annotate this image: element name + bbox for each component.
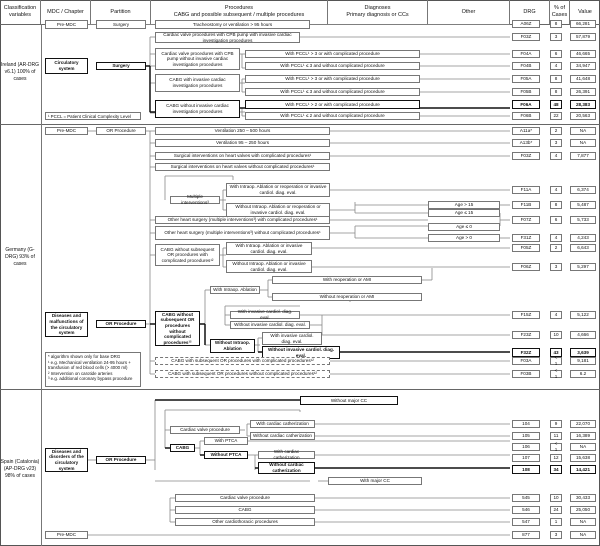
header-value: Value: [578, 8, 592, 15]
drg-code: F05Z: [512, 244, 540, 252]
drg-code: F06Z: [512, 263, 540, 271]
value-cell: 6.2: [570, 370, 596, 378]
value-cell: 5,297: [570, 263, 596, 271]
pct-cases: 24: [550, 506, 562, 514]
germany-or-procedure: OR Procedure: [96, 320, 146, 328]
procedure-box: Cardiac valve procedure: [170, 426, 240, 434]
pct-cases: 8: [550, 75, 562, 83]
pct-cases: 43: [550, 348, 562, 357]
drg-code: F06B: [512, 112, 540, 120]
procedure-box: Surgical interventions on heart valves without complicated procedures¹: [155, 163, 330, 171]
value-cell: 25,050: [570, 506, 596, 514]
region-label-ireland: Ireland (AR-DRG v6.1) 100% of cases: [0, 62, 40, 82]
value-cell: NA: [570, 518, 596, 526]
value-cell: 9,181: [570, 357, 596, 365]
ireland-surgery: Surgery: [96, 62, 146, 70]
pct-cases: 3: [550, 139, 562, 147]
drg-code: F03A: [512, 357, 540, 365]
ireland-premdc: Pre-MDC: [45, 20, 88, 29]
value-cell: NA: [570, 127, 596, 135]
procedure-box: With reoperation or AMI: [272, 276, 422, 284]
pct-cases: 1: [550, 518, 562, 526]
procedure-box: Other heart surgery (multiple interventions³) with complicated procedures¹: [155, 216, 330, 224]
diagnosis-box: With PCCL¹ ≤ 3 and without complicated procedure: [245, 88, 420, 96]
pct-cases: 22: [550, 112, 562, 120]
drg-code: F15Z: [512, 311, 540, 319]
drg-code: 104: [512, 420, 540, 428]
procedure-box: CABG with subsequent OR procedures without complicated procedures¹²: [155, 370, 330, 378]
ireland-footnote: ¹ PCCL = Patient Clinical Complexity Level: [45, 112, 141, 120]
header-partition: Partition: [91, 0, 151, 24]
drg-code: F11B: [512, 201, 540, 209]
procedure-box: Ventilation 95 – 250 hours: [155, 139, 330, 147]
diagnosis-box: With PCCL¹ > 2 or with complicated procedure: [245, 100, 420, 109]
pct-cases: 6: [550, 216, 562, 224]
value-cell: NA: [570, 443, 596, 451]
drg-code: F05B: [512, 88, 540, 96]
spain-premdc: Pre-MDC: [45, 531, 88, 539]
procedure-box: Multiple interventions³: [170, 196, 220, 204]
drg-code: A06Z: [512, 20, 540, 28]
procedure-box: Other heart surgery (multiple interventions³) without complicated procedures¹: [155, 226, 330, 240]
value-cell: 46,665: [570, 50, 596, 58]
header-mdc: MDC / Chapter: [41, 0, 91, 24]
header-pct: % of Cases: [550, 0, 570, 24]
ireland-surgery-premdc: Surgery: [96, 20, 146, 29]
spain-diseases-circulatory: Diseases and disorders of the circulatory system: [45, 448, 88, 472]
pct-cases: 4: [550, 186, 562, 194]
value-cell: 22,070: [570, 420, 596, 428]
pct-cases: < 1: [550, 357, 562, 365]
drg-code: 546: [512, 506, 540, 514]
without-major-cc-box: Without major CC: [300, 396, 398, 405]
value-cell: 5,122: [570, 311, 596, 319]
value-cell: 6,643: [570, 244, 596, 252]
germany-premdc: Pre-MDC: [45, 127, 88, 135]
drg-code: 545: [512, 494, 540, 502]
procedure-box: Without reoperation or AMI: [272, 293, 422, 301]
header-procedures: Procedures CABG and possible subsequent / multiple procedures: [151, 0, 328, 24]
pct-cases: 4: [550, 311, 562, 319]
drg-code: A13b*: [512, 139, 540, 147]
drg-code: F23Z: [512, 331, 540, 339]
drg-code: F03B: [512, 370, 540, 378]
procedure-box: Cardiac valve procedure: [175, 494, 315, 502]
ireland-circulatory-system: Circulatory system: [45, 58, 88, 74]
value-cell: 34,947: [570, 62, 596, 70]
drg-code: F11A: [512, 186, 540, 194]
value-cell: 16,389: [570, 432, 596, 440]
procedure-box: With invasive cardiol. diag. eval.: [230, 311, 300, 319]
procedure-box: Without cardiac catherization: [258, 462, 315, 474]
procedure-box: With invasive cardiol. diag. eval.: [262, 332, 322, 345]
procedure-box: With Intraop. Ablation or reoperation or invasive cardiol. diag. eval.: [226, 183, 330, 197]
value-cell: 66,281: [570, 20, 596, 28]
value-cell: NA: [570, 531, 596, 539]
drg-code: 107: [512, 454, 540, 462]
drg-code: 105: [512, 432, 540, 440]
pct-cases: 11: [550, 432, 562, 440]
germany-footnotes: [45, 352, 141, 387]
germany-or-procedure-premdc: OR Procedure: [96, 127, 146, 135]
drg-code: F06A: [512, 100, 540, 109]
procedure-box: Surgical interventions on heart valves with complicated procedures¹: [155, 152, 330, 160]
germany-diseases-circulatory: Diseases and malfunctions of the circulatory system: [45, 312, 88, 337]
drg-code: F31Z: [512, 234, 540, 242]
pct-cases: 4: [550, 152, 562, 160]
footnote-line: * algorithm shown only for base DRG: [48, 354, 121, 359]
procedure-box: CABG: [175, 506, 315, 514]
pct-cases: 8: [550, 88, 562, 96]
value-cell: 14,421: [570, 465, 596, 474]
procedure-box: Without Intraop. Ablation: [210, 339, 255, 353]
drg-code: F03Z: [512, 152, 540, 160]
value-cell: 5,733: [570, 216, 596, 224]
value-cell: 30,433: [570, 494, 596, 502]
procedure-box: Without invasive cardiol. diag. eval.: [262, 346, 340, 359]
diagnosis-box: With PCCL¹ > 3 or with complicated procedure: [245, 50, 420, 58]
procedure-box: CABG without subsequent OR procedures with complicated procedures¹²: [155, 244, 220, 266]
with-major-cc-box: With major CC: [328, 477, 422, 485]
procedure-box: Without PTCA: [204, 451, 248, 459]
procedure-box: With PTCA: [204, 437, 248, 445]
value-cell: 26,391: [570, 88, 596, 96]
procedure-box: With cardiac catherization: [258, 451, 315, 459]
footnote-line: ³ e.g. additional coronary bypass procedure: [48, 376, 133, 382]
procedure-box: With Intraop. Ablation or invasive cardiol. diag. eval.: [226, 242, 312, 255]
drg-code: A11a*: [512, 127, 540, 135]
procedure-box: Other cardiothoracic procedures: [175, 518, 315, 526]
procedure-box: CABG without invasive cardiac investigation procedures: [155, 100, 240, 118]
value-cell: 6,374: [570, 186, 596, 194]
pct-cases: 8: [550, 20, 562, 28]
diagnosis-box: With PCCL¹ ≤ 3 and without complicated procedure: [245, 62, 420, 70]
pct-cases: 4: [550, 234, 562, 242]
footnote-line: ¹ e.g. Mechanical ventilation 24-95 hours + transfusion of red blood cells (> 4000 ml): [48, 359, 131, 371]
pct-cases: < 1: [550, 443, 562, 451]
pct-cases: 48: [550, 100, 562, 109]
value-cell: 7,877: [570, 152, 596, 160]
age-box: Age > 0: [428, 234, 500, 242]
procedure-box: Cardiac valve procedures with CPB pump with invasive cardiac investigation procedures: [155, 32, 300, 43]
pct-cases: < 1: [550, 370, 562, 378]
procedure-box: Ventilation 250 – 500 hours: [155, 127, 330, 135]
procedure-box: CABG: [170, 444, 195, 452]
pct-cases: 3: [550, 33, 562, 41]
region-label-spain: Spain (Catalonia) (AP-DRG v23) 98% of cases: [0, 459, 40, 479]
procedure-box: Tracheostomy or ventilation > 95 hours: [155, 20, 310, 29]
pct-cases: 4: [550, 62, 562, 70]
procedure-box: With cardiac catherization: [250, 420, 315, 428]
value-cell: 20,563: [570, 112, 596, 120]
value-cell: 5,487: [570, 201, 596, 209]
pct-cases: 9: [550, 420, 562, 428]
pct-cases: 2: [550, 244, 562, 252]
pct-cases: 3: [550, 263, 562, 271]
procedure-box: Without Intraop. Ablation or invasive cardiol. diag. eval.: [226, 260, 312, 273]
drg-code: F05A: [512, 75, 540, 83]
drg-code: F04B: [512, 62, 540, 70]
region-label-germany: Germany (G-DRG) 93% of cases: [5, 247, 35, 267]
pct-cases: 6: [550, 50, 562, 58]
value-cell: 15,638: [570, 454, 596, 462]
age-box: Age ≤ 0: [428, 223, 500, 231]
procedure-box: Without cardiac catherization: [250, 432, 315, 440]
header-other: Other: [428, 0, 510, 24]
drg-code: F07Z: [512, 216, 540, 224]
procedure-box: Without invasive cardiol. diag. eval.: [230, 321, 310, 329]
header-classification: Classification variables: [0, 0, 41, 24]
value-cell: 3,639: [570, 348, 596, 357]
drg-code: F32Z: [512, 348, 540, 357]
drg-code: 108: [512, 465, 540, 474]
footnote-line: ² Intervention on carotide arteries: [48, 370, 113, 376]
procedure-box: Cardiac valve procedures with CPB pump without invasive cardiac investigation procedures: [155, 48, 240, 70]
pct-cases: 10: [550, 331, 562, 339]
drg-code: F04A: [512, 50, 540, 58]
pct-cases: 10: [550, 494, 562, 502]
pct-cases: 34: [550, 465, 562, 474]
age-box: Age > 15: [428, 201, 500, 209]
pct-cases: 8: [550, 201, 562, 209]
pct-cases: 2: [550, 127, 562, 135]
header-drg: DRG: [510, 0, 550, 24]
pct-cases: 3: [550, 531, 562, 539]
diagnosis-box: With PCCL¹ ≤ 2 and without complicated procedure: [245, 112, 420, 120]
value-cell: 57,879: [570, 33, 596, 41]
value-cell: 4,243: [570, 234, 596, 242]
drg-code: 877: [512, 531, 540, 539]
drg-code: 106: [512, 443, 540, 451]
age-box: Age ≤ 15: [428, 209, 500, 217]
procedure-box: CABG with invasive cardiac investigation procedures: [155, 74, 240, 92]
value-cell: 4,666: [570, 331, 596, 339]
header-diagnoses: Diagnoses Primary diagnosis or CCs: [328, 0, 428, 24]
spain-or-procedure: OR Procedure: [96, 456, 146, 464]
value-cell: 41,648: [570, 75, 596, 83]
diagnosis-box: With PCCL¹ > 3 or with complicated procedure: [245, 75, 420, 83]
procedure-box: With Intraop. Ablation: [210, 286, 260, 294]
procedure-box: CABG without subsequent OR procedures without complicated procedures¹²: [155, 311, 200, 346]
value-cell: 28,383: [570, 100, 596, 109]
drg-code: F03Z: [512, 33, 540, 41]
procedure-box: Without Intraop. Ablation or reoperation or invasive cardiol. diag. eval.: [226, 203, 330, 217]
drg-code: 547: [512, 518, 540, 526]
pct-cases: 12: [550, 454, 562, 462]
value-cell: NA: [570, 139, 596, 147]
procedure-box: CABG with subsequent OR procedures with complicated procedures¹²: [155, 357, 330, 365]
